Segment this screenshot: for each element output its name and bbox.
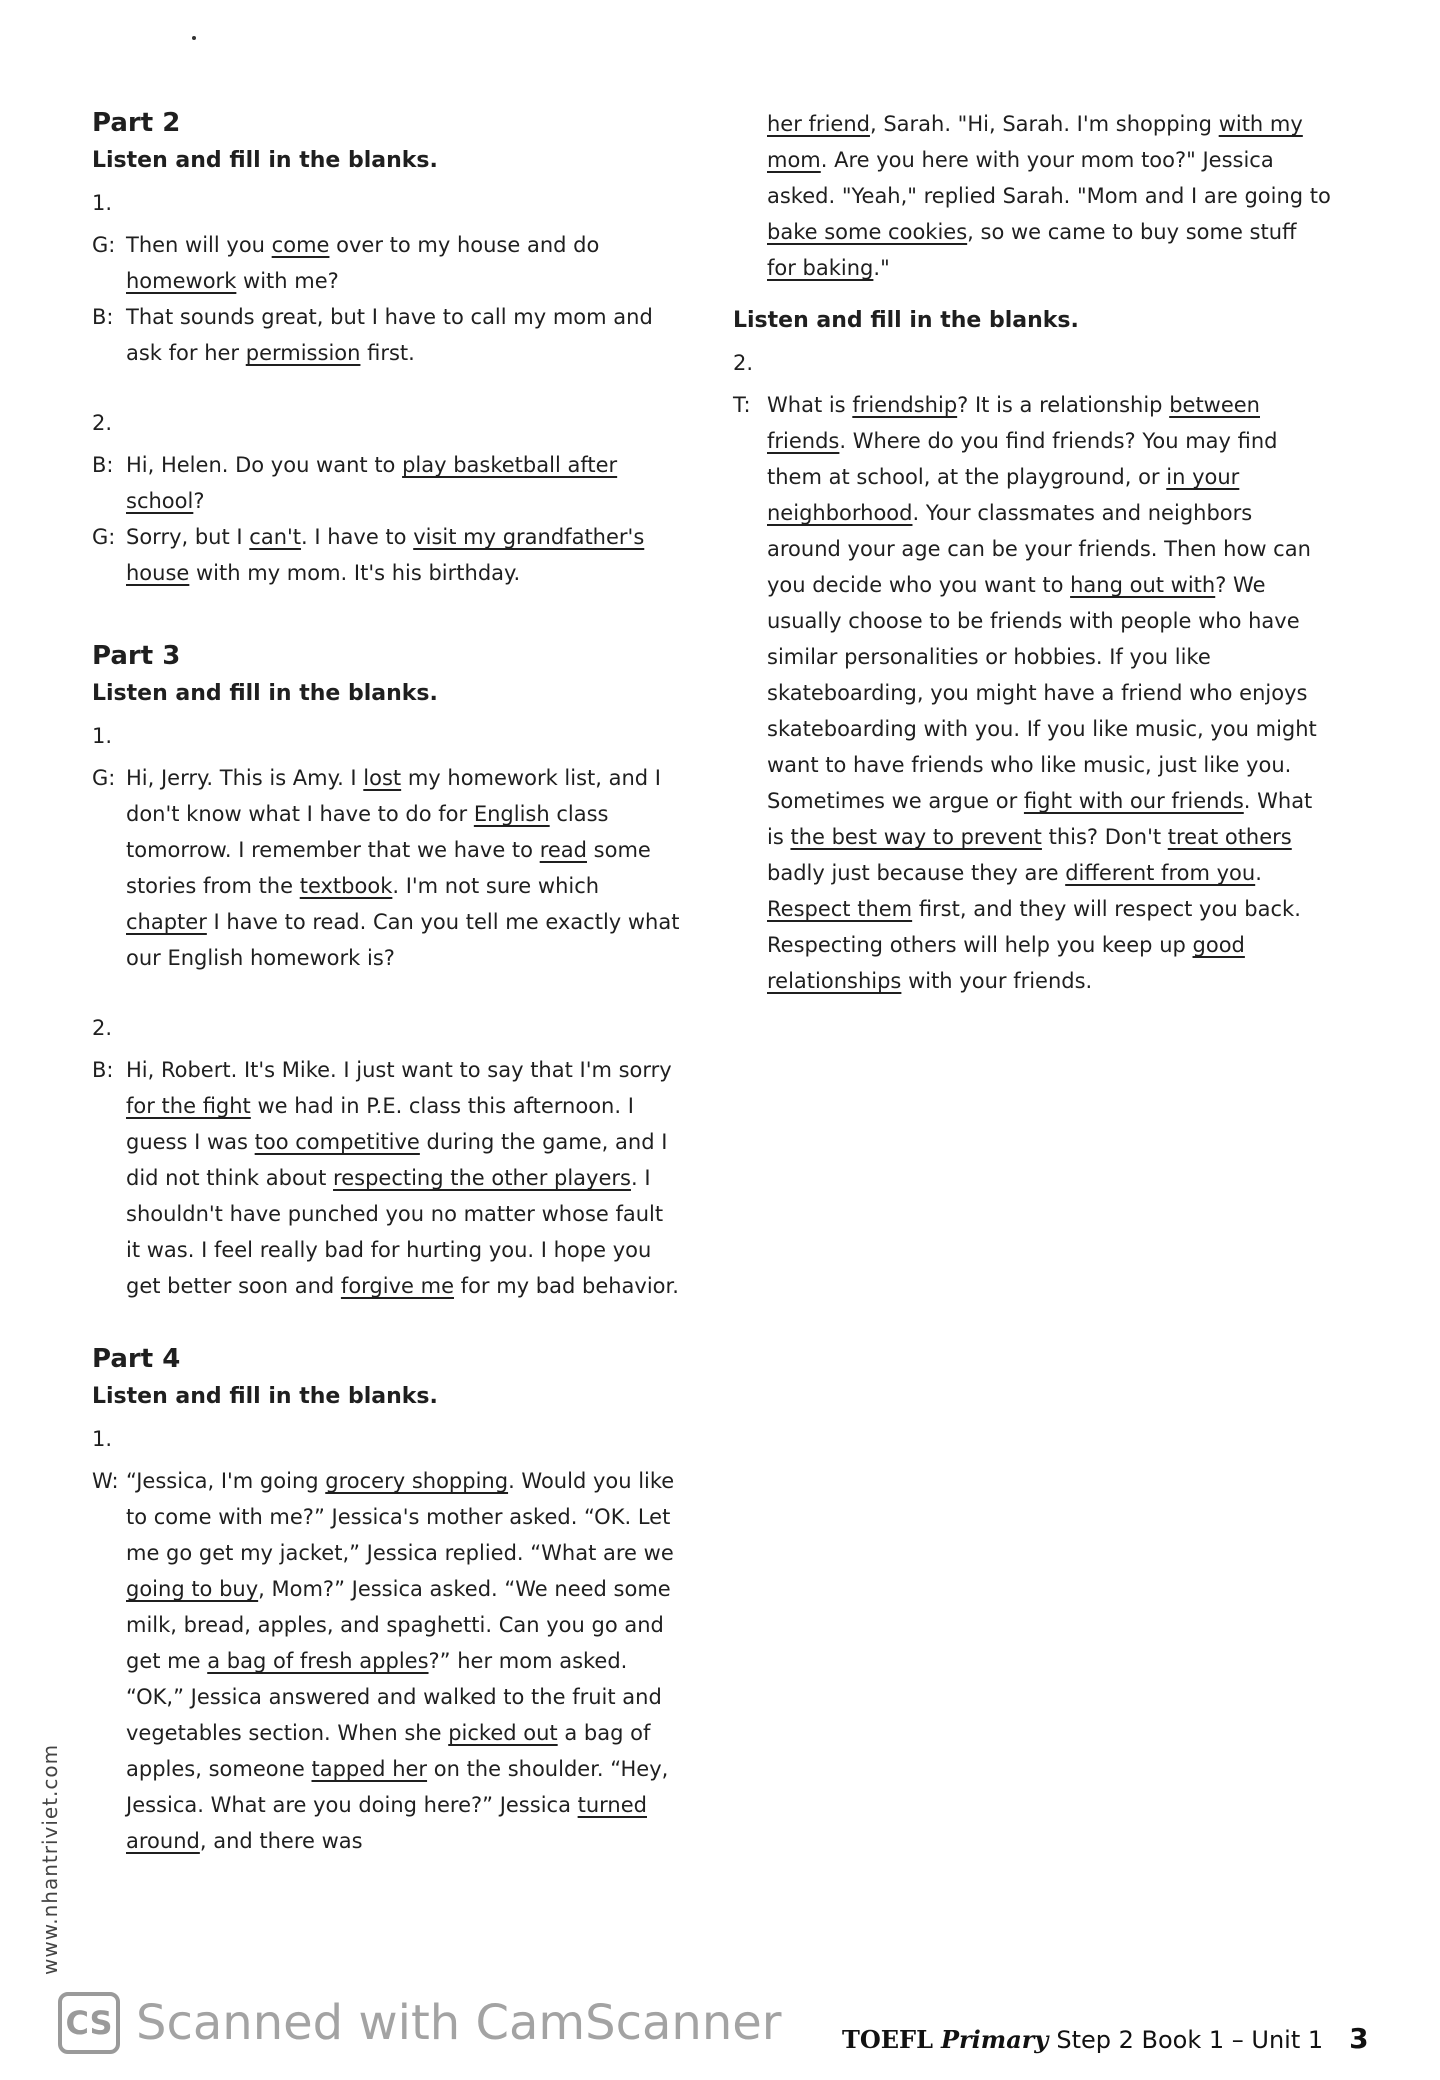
text-segment: What is bbox=[767, 393, 853, 417]
dialogue-text bbox=[126, 227, 682, 299]
text-segment: “Jessica, I'm going bbox=[126, 1469, 326, 1493]
left-column bbox=[92, 108, 682, 1859]
text-segment: with your friends. bbox=[901, 969, 1093, 993]
dialogue-line bbox=[92, 227, 682, 299]
text-segment: class tomorrow. I remember that we have to bbox=[126, 802, 609, 862]
answer-blank: grocery shopping bbox=[325, 1469, 509, 1493]
answer-blank: respecting the other players bbox=[333, 1166, 631, 1190]
dialogue-line bbox=[92, 1052, 682, 1304]
answer-blank: too competitive bbox=[254, 1130, 420, 1154]
part-3-item-1-number: 1. bbox=[92, 724, 113, 748]
answer-blank: tapped her bbox=[311, 1757, 428, 1781]
answer-blank: read bbox=[539, 838, 587, 862]
text-segment: we had in P.E. class this afternoon. I guess I was bbox=[126, 1094, 634, 1154]
dialogue-text bbox=[126, 299, 682, 371]
speaker-label: G: bbox=[92, 525, 116, 549]
text-segment: . Where do you find friends? You may find them at school, at the playground, or bbox=[767, 429, 1278, 489]
answer-blank: treat others bbox=[1167, 825, 1292, 849]
part-4-instruction: Listen and fill in the blanks. bbox=[92, 1384, 438, 1409]
answer-blank: hang out with bbox=[1070, 573, 1216, 597]
part-4-heading: Part 4 bbox=[92, 1344, 181, 1374]
text-segment: a bag of apples, someone bbox=[126, 1721, 651, 1781]
text-segment: . I shouldn't have punched you no matter whose fault it was. I feel really bad for hurting you. I hope you get better soon and bbox=[126, 1166, 664, 1298]
text-segment: . bbox=[1255, 861, 1262, 885]
dialogue-line bbox=[733, 387, 1331, 999]
answer-blank: textbook bbox=[299, 874, 393, 898]
text-segment: . I'm not sure which bbox=[392, 874, 600, 898]
footer-brand: TOEFL bbox=[842, 2025, 933, 2054]
dialogue-line bbox=[92, 299, 682, 371]
dialogue-line bbox=[92, 760, 682, 976]
text-segment: badly just because they are bbox=[767, 861, 1066, 885]
answer-blank: bake some cookies bbox=[767, 220, 968, 244]
part-2-item-1-number: 1. bbox=[92, 191, 113, 215]
speaker-label: G: bbox=[92, 233, 116, 257]
dialogue-text bbox=[126, 760, 682, 976]
dialogue-text bbox=[126, 1052, 682, 1304]
dialogue-line bbox=[92, 447, 682, 519]
text-segment: I have to read. Can you tell me exactly what our English homework is? bbox=[126, 910, 680, 970]
camscanner-logo-icon: CS bbox=[58, 1992, 120, 2054]
answer-blank: picked out bbox=[448, 1721, 558, 1745]
text-segment: . Your classmates and neighbors around your age can be your friends. Then how can you decide who you want to bbox=[767, 501, 1311, 597]
site-watermark: www.nhantriviet.com bbox=[38, 1743, 62, 1975]
dialogue-line bbox=[92, 1463, 682, 1859]
part-2-instruction: Listen and fill in the blanks. bbox=[92, 148, 438, 173]
text-segment: ? bbox=[193, 489, 205, 513]
answer-blank: for the fight bbox=[126, 1094, 251, 1118]
text-segment: , Mom?” Jessica asked. “We need some milk, bread, apples, and spaghetti. Can you go and get me bbox=[126, 1577, 671, 1673]
answer-blank: good relationships bbox=[767, 933, 1245, 993]
scan-speck bbox=[192, 36, 196, 40]
text-segment: during the game, and I did not think about bbox=[126, 1130, 668, 1190]
part-3-item-2-number: 2. bbox=[92, 1016, 113, 1040]
answer-blank: with my mom bbox=[767, 112, 1303, 172]
answer-blank: for baking bbox=[767, 256, 874, 280]
answer-blank: fight with our friends bbox=[1023, 789, 1244, 813]
text-segment: . I have to bbox=[301, 525, 414, 549]
page-number: 3 bbox=[1349, 2022, 1369, 2055]
text-segment: first, and they will respect you back. Respecting others will help you keep up bbox=[767, 897, 1301, 957]
text-segment: with me? bbox=[236, 269, 339, 293]
text-segment: , Sarah. "Hi, Sarah. I'm shopping bbox=[869, 112, 1219, 136]
text-segment: on the shoulder. “Hey, Jessica. What are you doing here?” Jessica bbox=[126, 1757, 669, 1817]
answer-blank: in your neighborhood bbox=[767, 465, 1240, 525]
part-2-item-2-number: 2. bbox=[92, 411, 113, 435]
page-footer bbox=[842, 2022, 1382, 2055]
text-segment: ? It is a relationship bbox=[957, 393, 1170, 417]
text-segment: my homework list, and I don't know what I have to do for bbox=[126, 766, 661, 826]
text-segment: , and there was bbox=[199, 1829, 363, 1853]
answer-blank: going to buy bbox=[126, 1577, 259, 1601]
answer-blank: forgive me bbox=[340, 1274, 454, 1298]
answer-blank: the best way to prevent bbox=[790, 825, 1042, 849]
answer-blank: between friends bbox=[767, 393, 1260, 453]
dialogue-text bbox=[126, 1463, 682, 1859]
speaker-label: W: bbox=[92, 1469, 119, 1493]
text-segment: Sorry, but I bbox=[126, 525, 250, 549]
text-segment: for my bad behavior. bbox=[454, 1274, 679, 1298]
dialogue-line bbox=[92, 519, 682, 591]
text-segment: Then will you bbox=[126, 233, 272, 257]
camscanner-watermark bbox=[58, 1992, 782, 2054]
answer-blank: come bbox=[271, 233, 330, 257]
text-segment: . What is bbox=[767, 789, 1313, 849]
speaker-label: T: bbox=[733, 393, 751, 417]
text-segment: , so we came to buy some stuff bbox=[967, 220, 1297, 244]
text-segment: ? We usually choose to be friends with people who have similar personalities or hobbies. If you like skateboarding, you might have a friend who enjoys skateboarding with you. If you like music, you might want to have friends who like music, just like you. Sometimes we argue or bbox=[767, 573, 1317, 813]
text-segment: ?” her mom asked. “OK,” Jessica answered and walked to the fruit and vegetables section. When she bbox=[126, 1649, 662, 1745]
part-3-instruction: Listen and fill in the blanks. bbox=[92, 681, 438, 706]
right-column bbox=[733, 106, 1331, 999]
listening-instruction: Listen and fill in the blanks. bbox=[733, 308, 1079, 333]
speaker-label: B: bbox=[92, 453, 114, 477]
text-segment: Hi, Helen. Do you want to bbox=[126, 453, 403, 477]
speaker-label: G: bbox=[92, 766, 116, 790]
dialogue-text bbox=[126, 519, 682, 591]
speaker-label: B: bbox=[92, 1058, 114, 1082]
text-segment: ." bbox=[873, 256, 890, 280]
dialogue-text bbox=[126, 447, 682, 519]
answer-blank: permission bbox=[245, 341, 361, 365]
answer-blank: Respect them bbox=[767, 897, 913, 921]
answer-blank: friendship bbox=[852, 393, 958, 417]
answer-blank: English bbox=[473, 802, 550, 826]
text-segment: Hi, Robert. It's Mike. I just want to say that I'm sorry bbox=[126, 1058, 672, 1082]
footer-primary: Primary bbox=[940, 2025, 1049, 2054]
answer-blank: visit my grandfather's house bbox=[126, 525, 645, 585]
answer-blank: different from you bbox=[1065, 861, 1256, 885]
answer-blank: turned around bbox=[126, 1793, 647, 1853]
text-segment: That sounds great, but I have to call my mom and ask for her bbox=[126, 305, 653, 365]
answer-blank: can't bbox=[249, 525, 302, 549]
camscanner-text: Scanned with CamScanner bbox=[136, 1995, 782, 2051]
text-segment: first. bbox=[360, 341, 415, 365]
part-2-heading: Part 2 bbox=[92, 108, 181, 138]
continued-passage bbox=[733, 106, 1331, 286]
text-segment: with my mom. It's his birthday. bbox=[189, 561, 521, 585]
answer-blank: play basketball after school bbox=[126, 453, 618, 513]
part-4-item-1-number: 1. bbox=[92, 1427, 113, 1451]
text-segment: Hi, Jerry. This is Amy. I bbox=[126, 766, 364, 790]
footer-book-info: Step 2 Book 1 – Unit 1 bbox=[1056, 2026, 1324, 2054]
answer-blank: a bag of fresh apples bbox=[207, 1649, 429, 1673]
text-segment: . Are you here with your mom too?" Jessica asked. "Yeah," replied Sarah. "Mom and I are going to bbox=[767, 148, 1331, 208]
text-segment: this? Don't bbox=[1041, 825, 1168, 849]
text-segment: some stories from the bbox=[126, 838, 651, 898]
answer-blank: her friend bbox=[767, 112, 870, 136]
speaker-label: B: bbox=[92, 305, 114, 329]
answer-blank: homework bbox=[126, 269, 237, 293]
text-segment: . Would you like to come with me?” Jessica's mother asked. “OK. Let me go get my jacket,” Jessica replied. “What are we bbox=[126, 1469, 675, 1565]
dialogue-text bbox=[767, 387, 1331, 999]
part-3-heading: Part 3 bbox=[92, 641, 181, 671]
item-2-number: 2. bbox=[733, 351, 754, 375]
passage-text bbox=[767, 106, 1331, 286]
text-segment: over to my house and do bbox=[329, 233, 600, 257]
answer-blank: lost bbox=[363, 766, 402, 790]
answer-blank: chapter bbox=[126, 910, 207, 934]
